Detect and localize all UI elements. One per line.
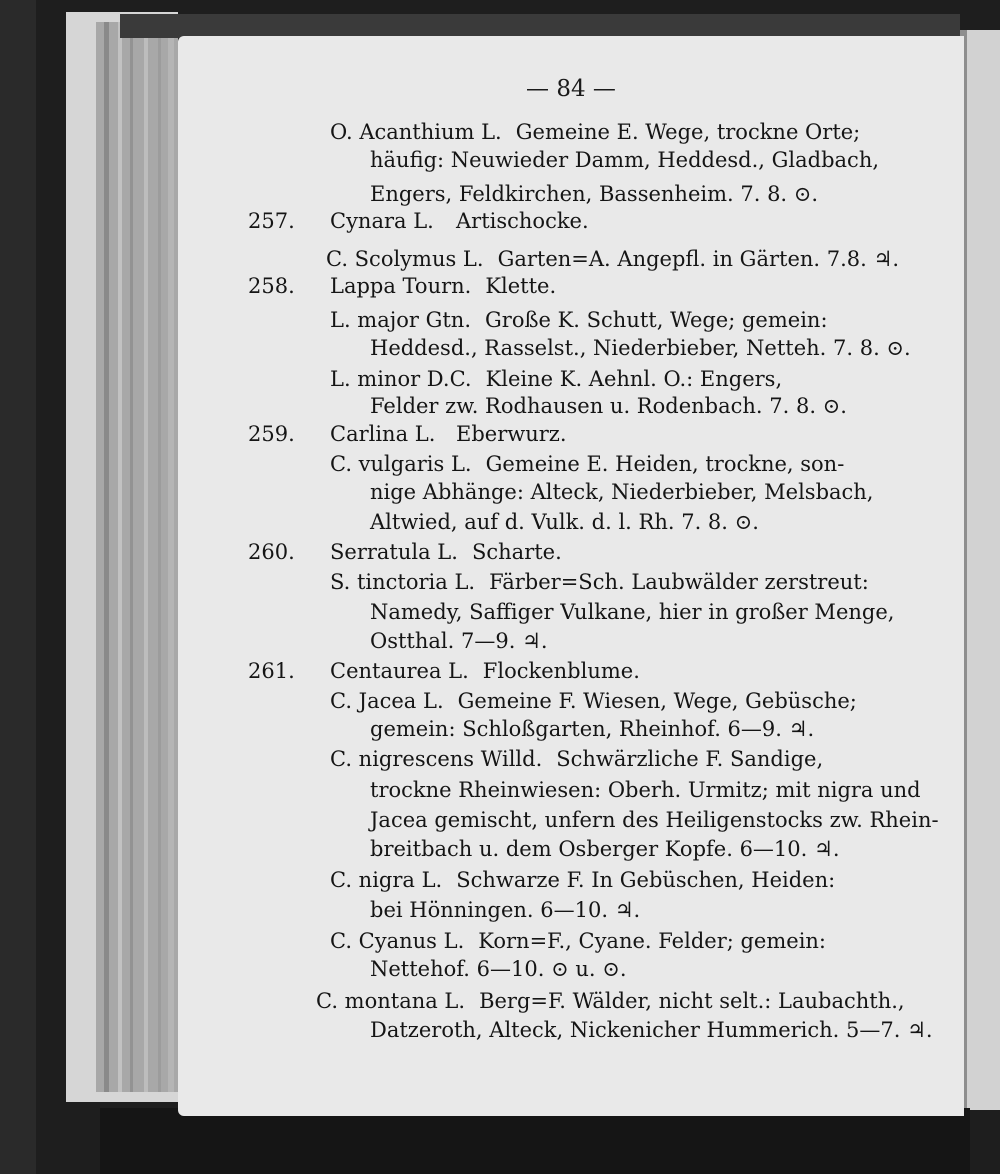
description-text: Jacea gemischt, unfern des Heiligenstocks zw. Rhein- xyxy=(370,808,939,832)
description-text: Ostthal. 7—9. ♃. xyxy=(370,629,548,653)
description-text: gemein: Schloßgarten, Rheinhof. 6—9. ♃. xyxy=(370,717,815,741)
text-line xyxy=(370,478,874,506)
description-text: Schwarze F. In Gebüschen, Heiden: xyxy=(456,868,836,892)
description-text: Datzeroth, Alteck, Nickenicher Hummerich. 5—7. ♃. xyxy=(370,1018,933,1042)
text-line xyxy=(370,180,818,208)
description-text: Gemeine F. Wiesen, Wege, Gebüsche; xyxy=(457,689,857,713)
description-text: bei Hönningen. 6—10. ♃. xyxy=(370,898,641,922)
taxon-name: C. montana L. xyxy=(316,989,466,1013)
text-line xyxy=(330,272,556,300)
text-line xyxy=(370,835,840,863)
description-text: Altwied, auf d. Vulk. d. l. Rh. 7. 8. ⊙. xyxy=(370,510,759,534)
description-text: Heddesd., Rasselst., Niederbieber, Netteh. 7. 8. ⊙. xyxy=(370,336,911,360)
text-line xyxy=(330,118,860,146)
taxon-name: L. minor D.C. xyxy=(330,367,472,391)
text-line xyxy=(370,896,640,924)
taxon-name: Carlina L. xyxy=(330,422,436,446)
taxon-name: Serratula L. xyxy=(330,540,458,564)
text-line xyxy=(370,334,911,362)
description-text: Gemeine E. Heiden, trockne, son- xyxy=(485,452,845,476)
text-line xyxy=(370,146,879,174)
text-line xyxy=(326,245,899,273)
description-text: Eberwurz. xyxy=(456,422,567,446)
taxon-name: C. vulgaris L. xyxy=(330,452,472,476)
description-text: Artischocke. xyxy=(456,209,589,233)
text-line xyxy=(330,657,640,685)
text-line xyxy=(370,598,894,626)
text-line xyxy=(330,866,835,894)
description-text: Namedy, Saffiger Vulkane, hier in großer Menge, xyxy=(370,600,895,624)
taxon-name: Centaurea L. xyxy=(330,659,469,683)
description-text: Färber=Sch. Laubwälder zerstreut: xyxy=(489,570,869,594)
text-line xyxy=(370,715,814,743)
description-text: Engers, Feldkirchen, Bassenheim. 7. 8. ⊙. xyxy=(370,182,819,206)
entry-number: 261. xyxy=(248,659,295,683)
description-text: Nettehof. 6—10. ⊙ u. ⊙. xyxy=(370,957,627,981)
taxon-name: O. Acanthium L. xyxy=(330,120,502,144)
text-line xyxy=(370,955,627,983)
description-text: nige Abhänge: Alteck, Niederbieber, Melsbach, xyxy=(370,480,874,504)
taxon-name: Lappa Tourn. xyxy=(330,274,472,298)
entry-number: 260. xyxy=(248,540,295,564)
text-line xyxy=(330,927,826,955)
description-text: Felder zw. Rodhausen u. Rodenbach. 7. 8. ⊙. xyxy=(370,394,847,418)
text-line xyxy=(330,568,869,596)
description-text: Garten=A. Angepfl. in Gärten. 7.8. ♃. xyxy=(497,247,900,271)
description-text: häufig: Neuwieder Damm, Heddesd., Gladbach, xyxy=(370,148,880,172)
description-text: Flockenblume. xyxy=(482,659,640,683)
description-text: Korn=F., Cyane. Felder; gemein: xyxy=(478,929,827,953)
taxon-name: C. nigrescens Willd. xyxy=(330,747,543,771)
text-line xyxy=(370,806,939,834)
taxon-name: S. tinctoria L. xyxy=(330,570,476,594)
page-number: — 84 — xyxy=(526,76,616,102)
description-text: Schwärzliche F. Sandige, xyxy=(556,747,824,771)
text-line xyxy=(330,207,589,235)
taxon-name: C. Jacea L. xyxy=(330,689,444,713)
description-text: trockne Rheinwiesen: Oberh. Urmitz; mit nigra und xyxy=(370,778,921,802)
description-text: breitbach u. dem Osberger Kopfe. 6—10. ♃. xyxy=(370,837,840,861)
text-line xyxy=(370,392,847,420)
description-text: Kleine K. Aehnl. O.: Engers, xyxy=(485,367,783,391)
text-line xyxy=(370,508,759,536)
taxon-name: C. nigra L. xyxy=(330,868,443,892)
taxon-name: Cynara L. xyxy=(330,209,434,233)
text-line xyxy=(330,687,857,715)
description-text: Berg=F. Wälder, nicht selt.: Laubachth., xyxy=(479,989,905,1013)
text-line xyxy=(370,627,548,655)
taxon-name: L. major Gtn. xyxy=(330,308,472,332)
text-line xyxy=(330,538,562,566)
description-text: Scharte. xyxy=(472,540,562,564)
description-text: Gemeine E. Wege, trockne Orte; xyxy=(515,120,861,144)
text-line xyxy=(330,306,828,334)
text-line xyxy=(330,450,844,478)
taxon-name: C. Scolymus L. xyxy=(326,247,484,271)
taxon-name: C. Cyanus L. xyxy=(330,929,465,953)
description-text: Große K. Schutt, Wege; gemein: xyxy=(485,308,828,332)
text-line xyxy=(330,365,782,393)
entry-number: 258. xyxy=(248,274,295,298)
entry-number: 257. xyxy=(248,209,295,233)
text-line xyxy=(370,1016,933,1044)
text-line xyxy=(330,420,567,448)
text-line xyxy=(316,987,905,1015)
text-line xyxy=(370,776,921,804)
entry-number: 259. xyxy=(248,422,295,446)
text-line xyxy=(330,745,823,773)
description-text: Klette. xyxy=(485,274,557,298)
